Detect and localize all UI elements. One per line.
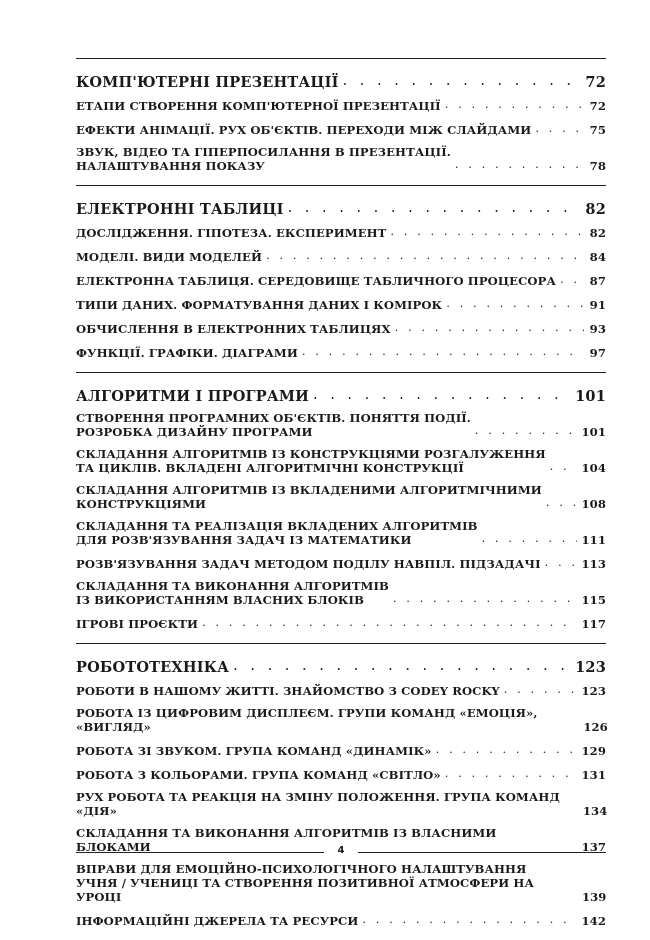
toc-section-presentations — [76, 58, 606, 173]
entry-page: 131 — [581, 768, 606, 782]
toc-entry[interactable] — [76, 344, 606, 360]
toc-entry[interactable] — [76, 742, 606, 758]
entry-title: ІГРОВІ ПРОЄКТИ — [76, 617, 199, 631]
dot-leader — [482, 531, 578, 545]
entry-page: 91 — [589, 298, 606, 312]
entry-page: 113 — [581, 557, 606, 571]
entry-title: ЕЛЕКТРОННА ТАБЛИЦЯ. СЕРЕДОВИЩЕ ТАБЛИЧНОГО ПРОЦЕСОРА — [76, 274, 556, 288]
entry-title: СКЛАДАННЯ ТА ВИКОНАННЯ АЛГОРИТМІВ ІЗ ВИКОРИСТАННЯМ ВЛАСНИХ БЛОКІВ — [76, 579, 389, 607]
dot-leader — [436, 742, 578, 756]
entry-title: СКЛАДАННЯ ТА РЕАЛІЗАЦІЯ ВКЛАДЕНИХ АЛГОРИТМІВ ДЛЯ РОЗВ'ЯЗУВАННЯ ЗАДАЧ ІЗ МАТЕМАТИКИ — [76, 519, 478, 547]
toc-entry[interactable] — [76, 682, 606, 698]
section-heading[interactable] — [76, 650, 606, 676]
entry-title: СТВОРЕННЯ ПРОГРАМНИХ ОБ'ЄКТІВ. ПОНЯТТЯ ПОДІЇ. РОЗРОБКА ДИЗАЙНУ ПРОГРАМИ — [76, 411, 471, 439]
toc-entry[interactable] — [76, 320, 606, 336]
entry-page: 87 — [589, 274, 606, 288]
entry-title: ЕТАПИ СТВОРЕННЯ КОМП'ЮТЕРНОЇ ПРЕЗЕНТАЦІЇ — [76, 99, 441, 113]
dot-leader — [288, 200, 582, 216]
entry-page: 72 — [589, 99, 606, 113]
toc-entry[interactable] — [76, 579, 606, 607]
entry-page: 126 — [583, 720, 608, 734]
page-footer — [76, 846, 606, 858]
toc-entry[interactable] — [76, 912, 606, 928]
dot-leader — [550, 459, 578, 473]
section-heading[interactable] — [76, 192, 606, 218]
entry-title: ЕФЕКТИ АНІМАЦІЇ. РУХ ОБ'ЄКТІВ. ПЕРЕХОДИ МІЖ СЛАЙДАМИ — [76, 123, 532, 137]
table-of-contents — [76, 58, 606, 940]
entry-title: МОДЕЛІ. ВИДИ МОДЕЛЕЙ — [76, 250, 262, 264]
toc-entry[interactable] — [76, 555, 606, 571]
entry-page: 93 — [589, 322, 606, 336]
entry-title: ТИПИ ДАНИХ. ФОРМАТУВАННЯ ДАНИХ І КОМІРОК — [76, 298, 443, 312]
toc-entry[interactable] — [76, 790, 606, 818]
entry-title: СКЛАДАННЯ АЛГОРИТМІВ ІЗ ВКЛАДЕНИМИ АЛГОРИТМІЧНИМИ КОНСТРУКЦІЯМИ — [76, 483, 542, 511]
section-page: 72 — [585, 74, 606, 91]
footer-rule-right — [358, 852, 606, 853]
dot-leader — [535, 121, 584, 135]
dot-leader — [455, 157, 584, 171]
toc-entry[interactable] — [76, 248, 606, 264]
toc-entry[interactable] — [76, 706, 606, 734]
entry-title: ФУНКЦІЇ. ГРАФІКИ. ДІАГРАМИ — [76, 346, 298, 360]
toc-entry[interactable] — [76, 224, 606, 240]
toc-entry[interactable] — [76, 272, 606, 288]
entry-page: 108 — [581, 497, 606, 511]
dot-leader — [393, 591, 578, 605]
entry-page: 115 — [581, 593, 606, 607]
entry-page: 139 — [581, 890, 607, 904]
dot-leader — [504, 682, 578, 696]
toc-entry[interactable] — [76, 615, 606, 631]
entry-page: 75 — [589, 123, 606, 137]
toc-entry[interactable] — [76, 862, 606, 904]
toc-section-robotics — [76, 643, 606, 928]
toc-entry[interactable] — [76, 411, 606, 439]
entry-page: 123 — [581, 684, 606, 698]
dot-leader — [202, 615, 577, 629]
entry-page: 78 — [589, 159, 606, 173]
toc-entry[interactable] — [76, 519, 606, 547]
dot-leader — [233, 658, 571, 674]
entry-title: РОБОТА З КОЛЬОРАМИ. ГРУПА КОМАНД «СВІТЛО» — [76, 768, 441, 782]
section-heading[interactable] — [76, 379, 606, 405]
section-title: КОМП'ЮТЕРНІ ПРЕЗЕНТАЦІЇ — [76, 74, 339, 91]
toc-entry[interactable] — [76, 766, 606, 782]
entry-page: 134 — [582, 804, 608, 818]
entry-title: РОЗВ'ЯЗУВАННЯ ЗАДАЧ МЕТОДОМ ПОДІЛУ НАВПІЛ. ПІДЗАДАЧІ — [76, 557, 541, 571]
section-page: 82 — [585, 201, 606, 218]
entry-page: 101 — [581, 425, 606, 439]
dot-leader — [313, 387, 571, 403]
page-number: 4 — [337, 845, 345, 856]
entry-page: 97 — [589, 346, 606, 360]
entry-title: ЗВУК, ВІДЕО ТА ГІПЕРПОСИЛАННЯ В ПРЕЗЕНТАЦІЇ. НАЛАШТУВАННЯ ПОКАЗУ — [76, 145, 451, 173]
entry-title: ОБЧИСЛЕННЯ В ЕЛЕКТРОННИХ ТАБЛИЦЯХ — [76, 322, 391, 336]
entry-page: 111 — [581, 533, 606, 547]
section-page: 123 — [575, 659, 606, 676]
entry-page: 142 — [581, 914, 606, 928]
dot-leader — [343, 73, 582, 89]
entry-title: РОБОТИ В НАШОМУ ЖИТТІ. ЗНАЙОМСТВО З CODEY ROCKY — [76, 684, 500, 698]
dot-leader — [390, 224, 584, 238]
toc-section-spreadsheets — [76, 185, 606, 360]
section-title: РОБОТОТЕХНІКА — [76, 659, 230, 676]
entry-title: РОБОТА ІЗ ЦИФРОВИМ ДИСПЛЕЄМ. ГРУПИ КОМАНД «ЕМОЦІЯ», «ВИГЛЯД» — [76, 706, 538, 734]
entry-title: СКЛАДАННЯ ТА ВИКОНАННЯ АЛГОРИТМІВ ІЗ ВЛАСНИМИ БЛОКАМИ — [76, 826, 497, 854]
dot-leader — [266, 248, 584, 262]
dot-leader — [545, 555, 578, 569]
entry-title: ІНФОРМАЦІЙНІ ДЖЕРЕЛА ТА РЕСУРСИ — [76, 914, 359, 928]
dot-leader — [302, 344, 584, 358]
dot-leader — [362, 912, 577, 926]
entry-page: 137 — [581, 840, 607, 854]
entry-page: 117 — [581, 617, 606, 631]
entry-title: ДОСЛІДЖЕННЯ. ГІПОТЕЗА. ЕКСПЕРИМЕНТ — [76, 226, 387, 240]
dot-leader — [445, 97, 584, 111]
toc-entry[interactable] — [76, 145, 606, 173]
dot-leader — [546, 495, 578, 509]
dot-leader — [446, 296, 584, 310]
entry-title: РУХ РОБОТА ТА РЕАКЦІЯ НА ЗМІНУ ПОЛОЖЕННЯ. ГРУПА КОМАНД «ДІЯ» — [76, 790, 560, 818]
entry-title: РОБОТА ЗІ ЗВУКОМ. ГРУПА КОМАНД «ДИНАМІК» — [76, 744, 432, 758]
toc-entry[interactable] — [76, 483, 606, 511]
toc-entry[interactable] — [76, 296, 606, 312]
dot-leader — [445, 766, 578, 780]
toc-entry[interactable] — [76, 121, 606, 137]
entry-page: 84 — [589, 250, 606, 264]
section-title: АЛГОРИТМИ І ПРОГРАМИ — [76, 388, 309, 405]
toc-entry[interactable] — [76, 97, 606, 113]
dot-leader — [395, 320, 584, 334]
toc-section-algorithms — [76, 372, 606, 631]
dot-leader — [475, 423, 578, 437]
entry-page: 104 — [581, 461, 606, 475]
entry-title: СКЛАДАННЯ АЛГОРИТМІВ ІЗ КОНСТРУКЦІЯМИ РОЗГАЛУЖЕННЯ ТА ЦИКЛІВ. ВКЛАДЕНІ АЛГОРИТМІЧНІ КОНСТРУКЦІЇ — [76, 447, 546, 475]
toc-entry[interactable] — [76, 447, 606, 475]
entry-title: ВПРАВИ ДЛЯ ЕМОЦІЙНО-ПСИХОЛОГІЧНОГО НАЛАШТУВАННЯ УЧНЯ / УЧЕНИЦІ ТА СТВОРЕННЯ ПОЗИТИВНОЇ АТМОСФЕРИ НА УРОЦІ — [76, 862, 534, 904]
entry-page: 82 — [589, 226, 606, 240]
entry-page: 129 — [581, 744, 606, 758]
section-page: 101 — [575, 388, 606, 405]
section-heading[interactable] — [76, 65, 606, 91]
dot-leader — [560, 272, 584, 286]
section-title: ЕЛЕКТРОННІ ТАБЛИЦІ — [76, 201, 284, 218]
